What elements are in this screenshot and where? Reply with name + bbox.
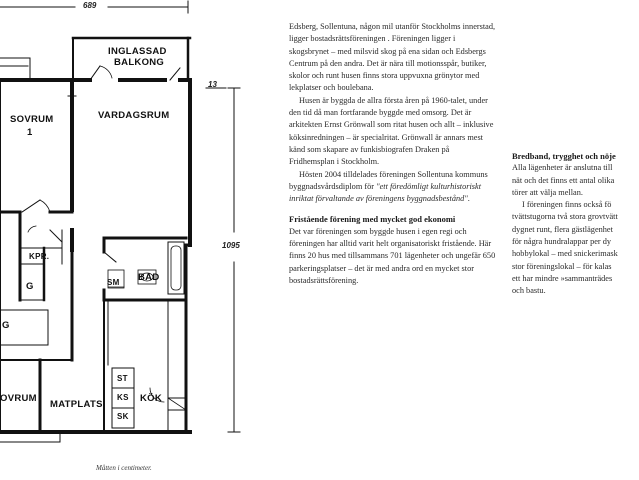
room-label-sk: SK <box>117 412 129 421</box>
room-label-balcony-2: BALKONG <box>114 57 165 68</box>
room-label-kok: KÖK <box>140 393 163 404</box>
dimension-width: 689 <box>83 1 97 10</box>
room-label-ks: KS <box>117 393 129 402</box>
floor-plan <box>0 0 250 480</box>
diploma-text: Hösten 2004 tilldelades föreningen Sollentuna kommuns byggnadsvårdsdiplom för <box>289 169 488 191</box>
room-label-st: ST <box>117 374 128 383</box>
paragraph-diploma <box>289 169 497 206</box>
room-label-matplats: MATPLATS <box>50 399 103 410</box>
room-label-g-closet: G <box>26 281 34 292</box>
line-b-5: stor föreningslokal – för kalas <box>512 261 612 271</box>
diploma-end: . <box>467 194 470 204</box>
paragraph-economy: Det var föreningen som byggde husen i egen regi och föreningen har alltid varit helt organisatoriskt fristående. Här finns 20 hus med tillsammans 701 lägenheter och ungefär 650 parkeringsplatser – det är med andra ord en mycket stor bostadsrättsförening. <box>289 226 496 285</box>
line-a-2: törer att välja mellan. <box>512 187 583 197</box>
room-label-sovrum-1-number: 1 <box>27 127 33 138</box>
room-label-g-storage: G <box>2 320 10 331</box>
text-column-main <box>289 21 497 287</box>
text-column-right <box>512 150 639 298</box>
dimension-length: 1095 <box>222 241 240 250</box>
line-b-1: tvättstugorna två stora grovtvätt <box>512 212 618 222</box>
room-label-sm: SM <box>107 278 120 287</box>
room-label-balcony-1: INGLASSAD <box>108 46 167 57</box>
room-label-vardagsrum: VARDAGSRUM <box>98 110 170 121</box>
room-label-sovrum-1: SOVRUM <box>10 114 54 125</box>
line-b-2: dygnet runt, flera gästlägenhet <box>512 224 613 234</box>
line-b-3: för några hundralappar per dy <box>512 237 612 247</box>
dimension-balcony-depth: 13 <box>208 80 217 89</box>
line-b-6: ett har mindre »sammanträdes <box>512 273 613 283</box>
room-label-sovrum-2: OVRUM <box>0 393 37 404</box>
plan-caption: Måtten i centimeter. <box>96 464 152 472</box>
room-label-bad: BAD <box>138 272 160 283</box>
line-a-0: Alla lägenheter är anslutna till <box>512 163 613 173</box>
paragraph-history: Husen är byggda de allra första åren på 1960-talet, under den tid då man fortfarande byggde med omsorg. Det är arkitekten Ernst Grönwall som ritat husen och allt – inklusive köksinredningen – är specialritat. Grönwall är annars mest känd som skapare av funkisbiografen Draken på Fridhemsplan i Stockholm. <box>289 95 494 167</box>
line-a-1: nät och det finns ett antal olika <box>512 175 615 185</box>
heading-economy: Fristående förening med mycket god ekonomi <box>289 214 456 225</box>
line-b-4: hobbylokal – med snickerimask <box>512 249 618 259</box>
floor-plan-drawing <box>0 0 250 480</box>
heading-broadband: Bredband, trygghet och nöje <box>512 151 616 161</box>
line-b-7: och bastu. <box>512 286 546 296</box>
diploma-quote: "ett föredömligt kulturhistoriskt inriktat förvaltande av föreningens byggnadsbestånd" <box>289 181 481 204</box>
line-b-0: I föreningen finns också fö <box>522 200 612 210</box>
room-label-kpr: KPR. <box>29 252 50 261</box>
paragraph-intro: Edsberg, Sollentuna, någon mil utanför Stockholms innerstad, ligger bostadsrättsföreningen . Föreningen ligger i skogsbrynet – med milsvid skog på ena sidan och Edsbergs Centrum på den andra. Det är nära till motionsspår, butiker, skolor och runt husen finns stora uppvuxna grönytor med lekplatser och boulebana. <box>289 22 496 93</box>
